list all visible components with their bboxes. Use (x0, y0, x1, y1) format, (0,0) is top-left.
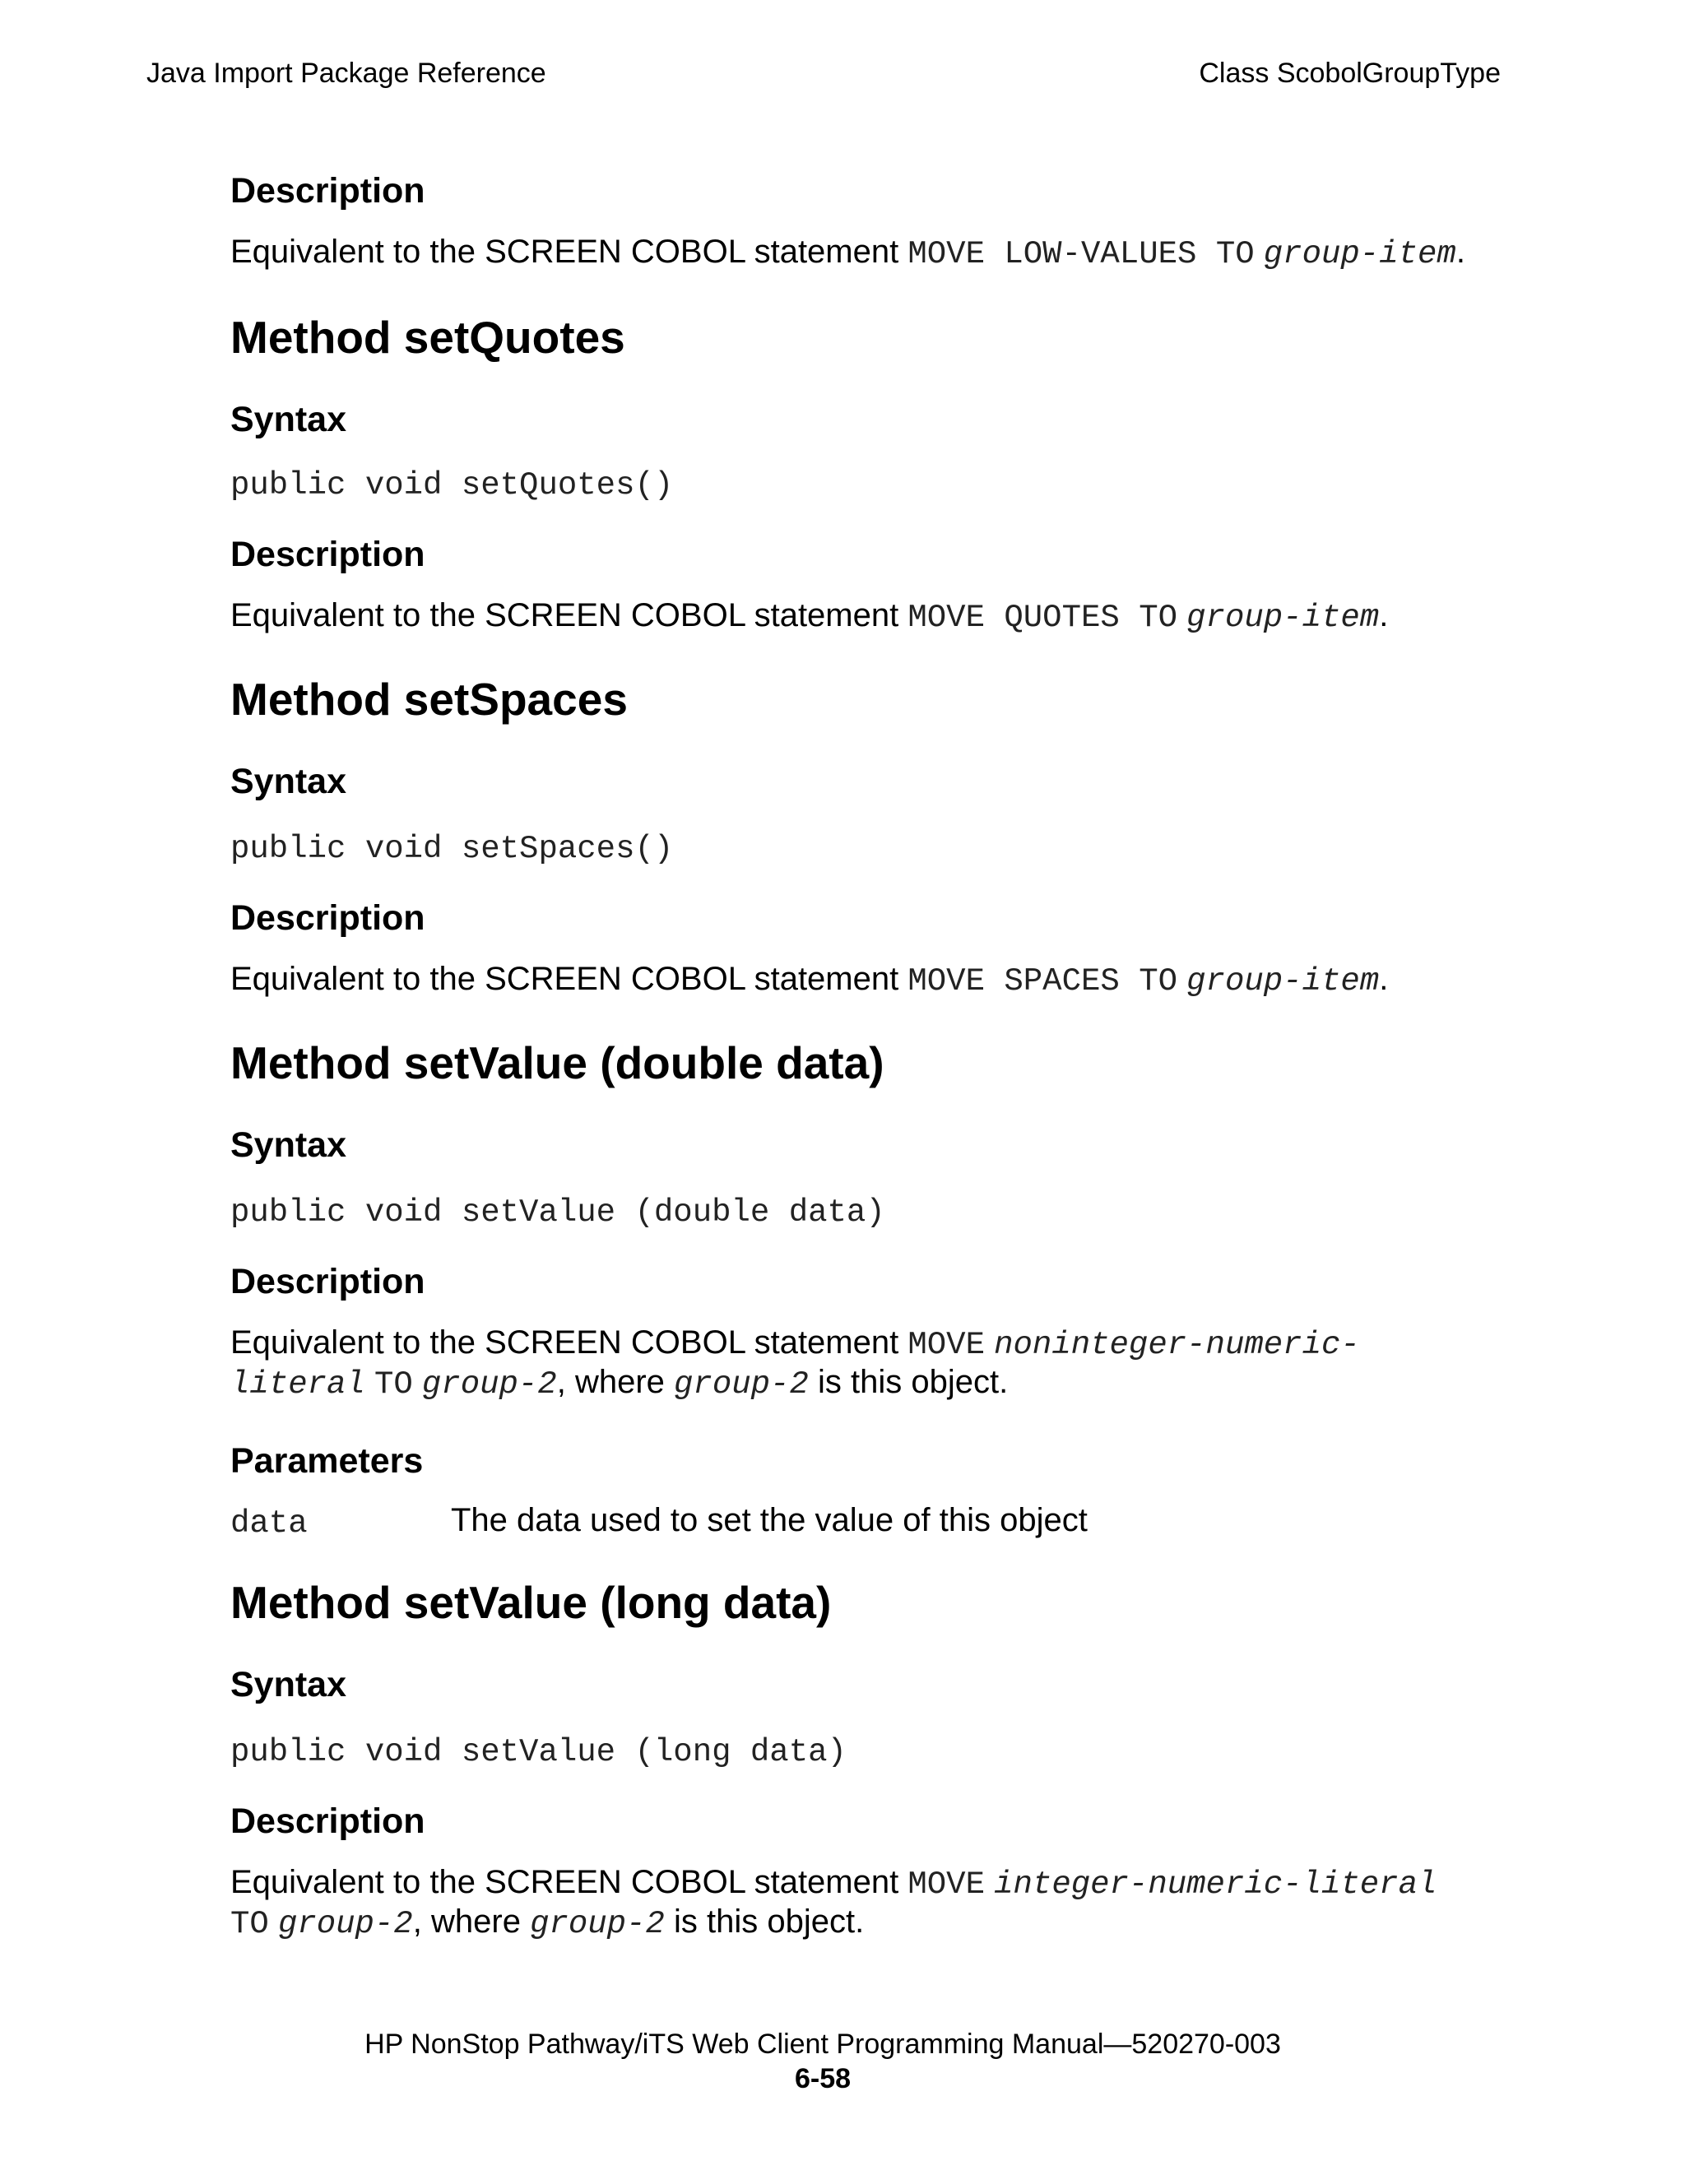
syntax-code: public void setValue (long data) (230, 1734, 847, 1770)
footer-manual-title: HP NonStop Pathway/iTS Web Client Programming Manual—520270-003 (364, 2029, 1281, 2060)
syntax-heading: Syntax (230, 1665, 347, 1704)
description-paragraph-line1 (230, 1324, 1360, 1363)
code-fragment: MOVE QUOTES TO (907, 600, 1178, 636)
parameter-description: The data used to set the value of this object (451, 1502, 1088, 1538)
code-fragment: MOVE SPACES TO (907, 963, 1178, 999)
method-title-setvalue-long: Method setValue (long data) (230, 1577, 832, 1628)
page-number: 6-58 (794, 2063, 852, 2094)
description-text: is this object. (674, 1903, 865, 1940)
code-fragment: MOVE LOW-VALUES TO (907, 236, 1255, 272)
italic-term: group-2 (530, 1906, 665, 1942)
description-text: Equivalent to the SCREEN COBOL statement (230, 234, 899, 270)
italic-term: integer-numeric-literal (994, 1866, 1437, 1903)
method-title-setspaces: Method setSpaces (230, 674, 628, 725)
running-header-right: Class ScobolGroupType (1199, 58, 1501, 89)
description-paragraph (230, 961, 1388, 999)
description-text: Equivalent to the SCREEN COBOL statement (230, 1324, 899, 1361)
description-heading: Description (230, 1262, 425, 1301)
description-text: , where (412, 1903, 521, 1940)
code-fragment: MOVE (907, 1327, 985, 1363)
description-paragraph (230, 597, 1388, 636)
italic-term: literal (230, 1366, 365, 1403)
code-fragment: TO (374, 1366, 413, 1403)
punctuation: . (1455, 234, 1465, 270)
method-title-setquotes: Method setQuotes (230, 312, 625, 363)
code-fragment: MOVE (907, 1866, 985, 1903)
syntax-code: public void setValue (double data) (230, 1194, 885, 1231)
code-fragment: TO (230, 1906, 269, 1942)
description-paragraph-line2 (230, 1364, 1008, 1403)
italic-term: group-2 (674, 1366, 809, 1403)
punctuation: . (1379, 597, 1389, 633)
description-heading: Description (230, 171, 425, 211)
method-title-setvalue-double: Method setValue (double data) (230, 1037, 884, 1088)
italic-term: group-2 (277, 1906, 413, 1942)
italic-term: group-item (1186, 600, 1380, 636)
syntax-heading: Syntax (230, 400, 347, 439)
punctuation: . (1379, 961, 1389, 997)
italic-term: group-item (1186, 963, 1380, 999)
syntax-heading: Syntax (230, 1125, 347, 1165)
italic-term: noninteger-numeric- (994, 1327, 1360, 1363)
description-heading: Description (230, 898, 425, 938)
description-text: Equivalent to the SCREEN COBOL statement (230, 1864, 899, 1900)
description-text: is this object. (817, 1364, 1009, 1400)
description-text: Equivalent to the SCREEN COBOL statement (230, 961, 899, 997)
parameters-heading: Parameters (230, 1441, 424, 1481)
syntax-code: public void setQuotes() (230, 467, 674, 503)
description-heading: Description (230, 535, 425, 574)
description-paragraph-line2 (230, 1903, 864, 1942)
running-header-left: Java Import Package Reference (146, 58, 546, 89)
description-text: Equivalent to the SCREEN COBOL statement (230, 597, 899, 633)
parameter-name: data (230, 1505, 308, 1542)
syntax-code: public void setSpaces() (230, 831, 674, 867)
syntax-heading: Syntax (230, 762, 347, 801)
italic-term: group-item (1263, 236, 1456, 272)
description-paragraph-line1 (230, 1864, 1437, 1903)
description-heading: Description (230, 1801, 425, 1841)
italic-term: group-2 (421, 1366, 557, 1403)
description-paragraph (230, 234, 1465, 272)
description-text: , where (556, 1364, 665, 1400)
